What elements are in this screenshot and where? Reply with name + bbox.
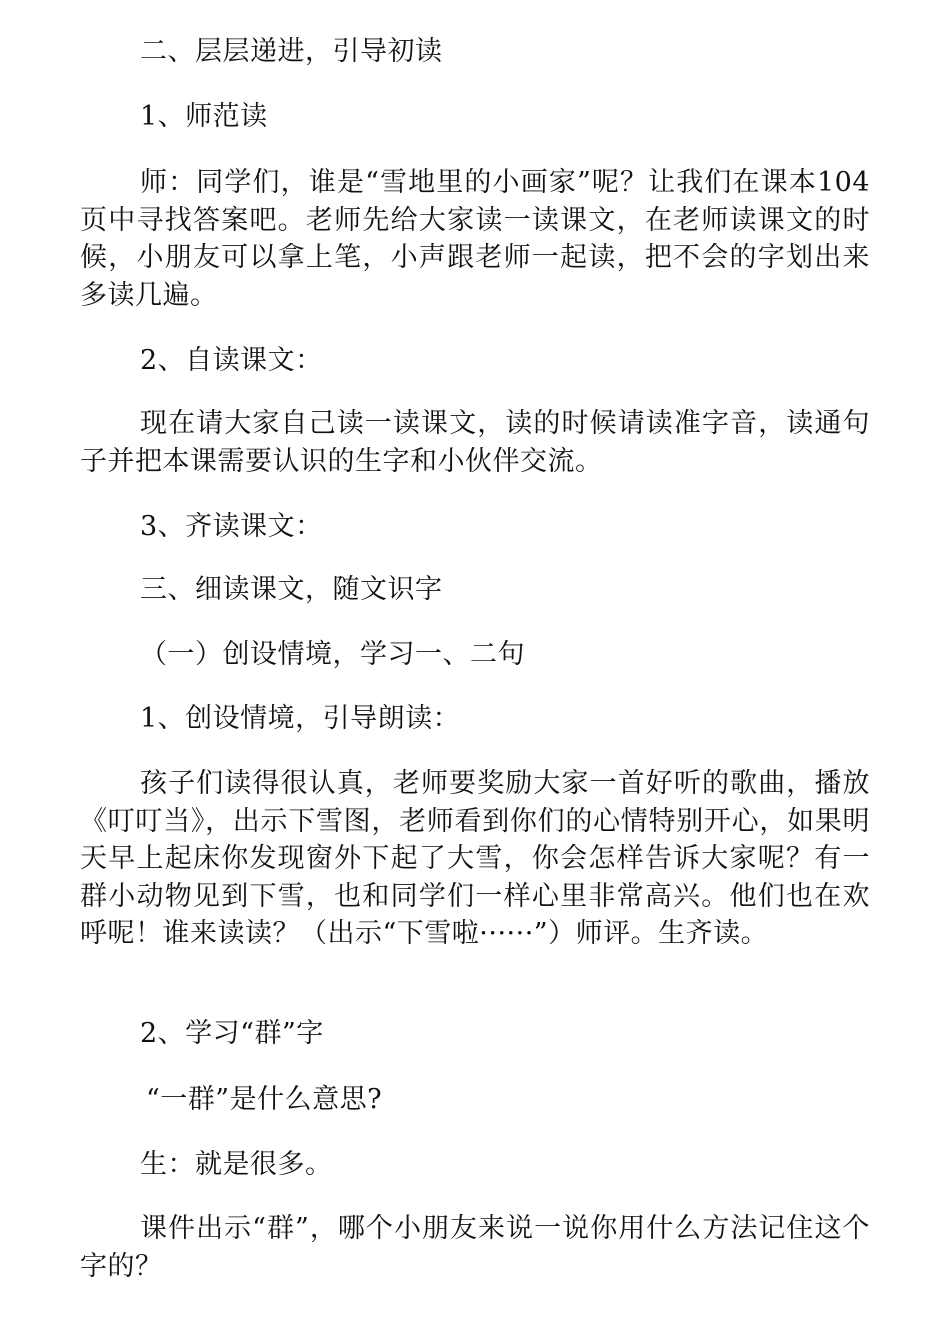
paragraph-student-answer: 生：就是很多。 xyxy=(140,1149,333,1180)
heading-section-2: 二、层层递进，引导初读 xyxy=(140,36,443,67)
subheading-read-together: 3、齐读课文： xyxy=(140,511,323,542)
paragraph-scene-description: 孩子们读得很认真，老师要奖励大家一首好听的歌曲，播放《叮叮当》，出示下雪图，老师看到你们的心情特别开心，如果明天早上起床你发现窗外下起了大雪，你会怎样告诉大家呢？有一群小动物见到下雪，也和同学们一样心里非常高兴。他们也在欢呼呢！谁来读读？（出示“下雪啦······”）师评。生齐读。 xyxy=(80,768,870,949)
paragraph-self-read: 现在请大家自己读一读课文，读的时候请读准字音，读通句子并把本课需要认识的生字和小伙伴交流。 xyxy=(80,408,870,477)
subheading-create-scene: 1、创设情境，引导朗读： xyxy=(140,703,461,734)
paragraph-teacher-intro: 师：同学们，谁是“雪地里的小画家”呢？让我们在课本104页中寻找答案吧。老师先给大家读一读课文，在老师读课文的时候，小朋友可以拿上笔，小声跟老师一起读，把不会的字划出来多读几遍。 xyxy=(80,167,870,311)
subheading-teacher-reads: 1、师范读 xyxy=(140,101,268,132)
heading-section-3: 三、细读课文，随文识字 xyxy=(140,574,443,605)
subheading-self-read: 2、自读课文： xyxy=(140,345,323,376)
paragraph-courseware-qun: 课件出示“群”，哪个小朋友来说一说你用什么方法记住这个字的？ xyxy=(80,1213,870,1282)
subheading-learn-qun: 2、学习“群”字 xyxy=(140,1018,324,1049)
subheading-part-one: （一）创设情境，学习一、二句 xyxy=(140,639,525,670)
paragraph-question-yiqun: “一群”是什么意思? xyxy=(146,1084,383,1115)
